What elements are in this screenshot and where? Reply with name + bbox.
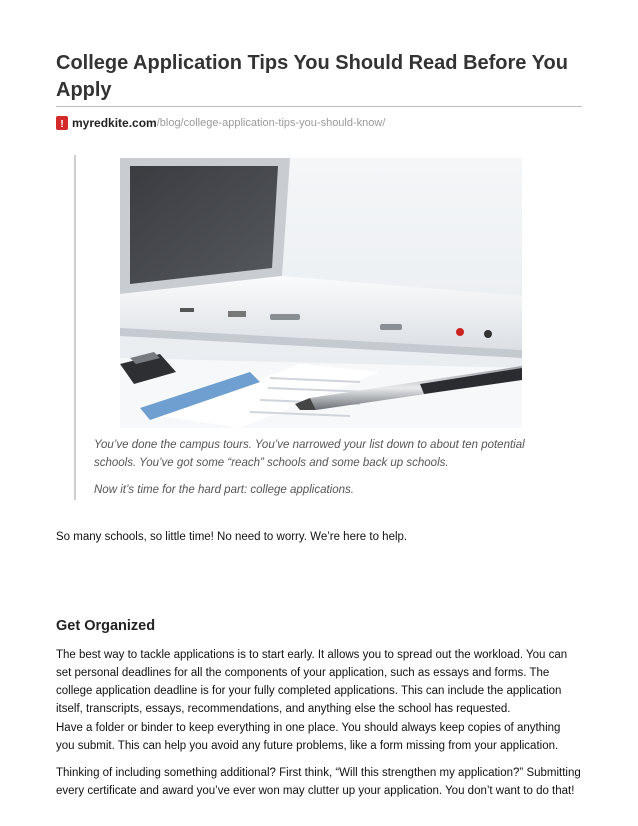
blockquote [74,155,584,500]
body-paragraph: Thinking of including something additional? First think, “Will this strengthen my application?” Submitting every certificate and award you’ve ever won may clutter up your application. You don’t want to do that! [56,767,581,797]
source-domain-link[interactable]: myredkite.com [72,116,157,130]
intro-paragraph: So many schools, so little time! No need to worry. We’re here to help. [56,531,408,543]
quote-paragraph: Now it’s time for the hard part: college applications. [94,484,354,496]
laptop-photo [120,158,522,428]
title-divider [56,106,582,107]
source-line [56,115,385,131]
quote-paragraph: You’ve done the campus tours. You’ve narrowed your list down to about ten potential schools. You’ve got some “reach” schools and some back up schools. [94,439,525,469]
article-title: College Application Tips You Should Read Before You Apply [56,52,568,101]
body-paragraph: Have a folder or binder to keep everything in one place. You should always keep copies of anything you submit. This can help you avoid any future problems, like a form missing from your application. [56,722,561,752]
section-heading: Get Organized [56,618,156,634]
svg-text:!: ! [60,119,64,130]
pin-icon [56,116,68,130]
source-path-link[interactable]: /blog/college-application-tips-you-should-know/ [156,117,386,129]
body-paragraph: The best way to tackle applications is to start early. It allows you to spread out the workload. You can set personal deadlines for all the components of your application, such as essays and forms. The college application deadline is for your fully completed applications. This can include the application itself, transcripts, essays, recommendations, and anything else the school has requested. [56,649,568,715]
